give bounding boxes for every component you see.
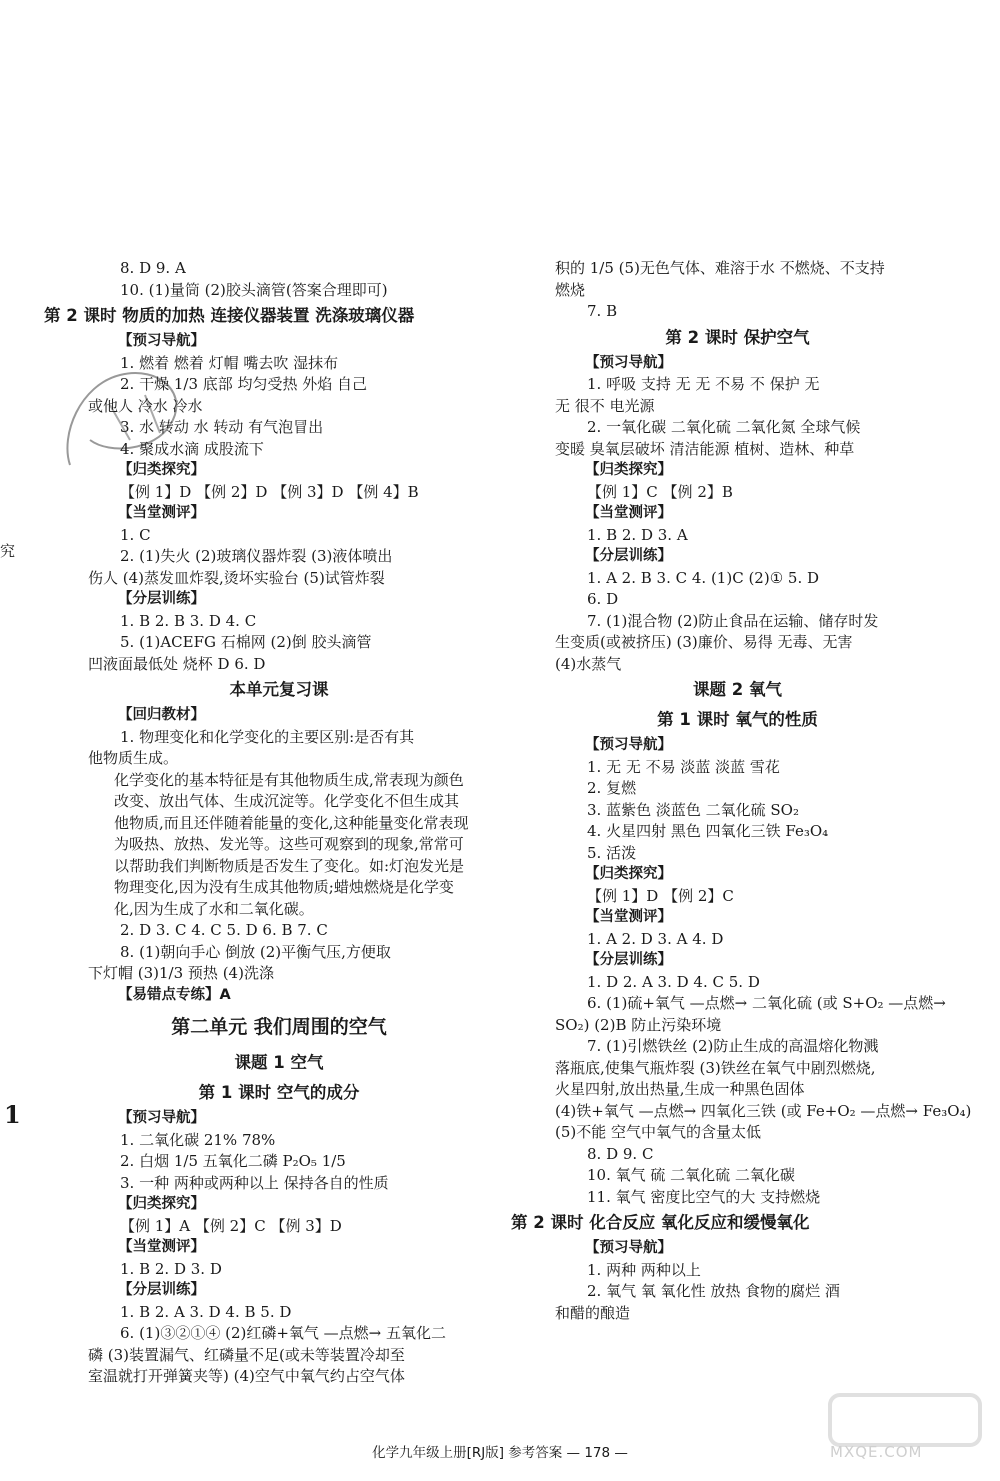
answer-line: 他物质生成。 (88, 749, 179, 767)
answer-line: 无 很不 电光源 (555, 396, 655, 415)
answer-line: 5. 活泼 (587, 843, 637, 862)
answer-line: 7. (1)引燃铁丝 (2)防止生成的高温熔化物溅 (587, 1037, 879, 1055)
answer-line: 凹液面最低处 烧杯 D 6. D (88, 654, 266, 673)
answer-line: 6. (1)③②①④ (2)红磷+氧气 —点燃→ 五氧化二 (120, 1324, 447, 1342)
section-heading: 【分层训练】 (585, 548, 672, 564)
lesson-title: 课题 2 氧气 (693, 680, 782, 699)
answer-line: 落瓶底,使集气瓶炸裂 (3)铁丝在氧气中剧烈燃烧, (555, 1058, 876, 1077)
answer-line: 2. 白烟 1/5 五氧化二磷 P₂O₅ 1/5 (120, 1152, 346, 1170)
section-heading: 【分层训练】 (585, 952, 672, 968)
answer-line: (4)水蒸气 (555, 654, 622, 673)
section-heading: 【预习导航】 (585, 1240, 672, 1256)
answer-line: 1. D 2. A 3. D 4. C 5. D (587, 972, 760, 991)
section-heading: 【归类探究】 (585, 462, 672, 478)
answer-line: 伤人 (4)蒸发皿炸裂,烫坏实验台 (5)试管炸裂 (88, 568, 385, 587)
answer-line: 8. D 9. A (120, 259, 186, 277)
answer-line: 8. (1)朝向手心 倒放 (2)平衡气压,方便取 (120, 942, 391, 961)
answer-line: 10. (1)量筒 (2)胶头滴管(答案合理即可) (120, 280, 388, 299)
answer-line: 3. 蓝紫色 淡蓝色 二氧化硫 SO₂ (587, 800, 799, 819)
lesson-title: 第 1 课时 氧气的性质 (657, 710, 818, 729)
answer-line: 6. (1)硫+氧气 —点燃→ 二氧化硫 (或 S+O₂ —点燃→ (587, 994, 946, 1012)
answer-line: 生变质(或被挤压) (3)廉价、易得 无毒、无害 (555, 633, 853, 651)
lesson-title: 本单元复习课 (229, 680, 329, 699)
answer-line: 【例 1】A 【例 2】C 【例 3】D (120, 1216, 342, 1235)
section-heading: 【当堂测评】 (118, 1239, 205, 1255)
answer-line: 2. 复燃 (587, 779, 637, 797)
answer-line: 1. A 2. D 3. A 4. D (587, 929, 724, 948)
answer-line: 室温就打开弹簧夹等) (4)空气中氧气约占空气体 (88, 1367, 405, 1385)
answer-line: 【例 1】D 【例 2】C (587, 886, 734, 905)
answer-line: 7. (1)混合物 (2)防止食品在运输、储存时发 (587, 611, 879, 630)
answer-line: 磷 (3)装置漏气、红磷量不足(或未等装置冷却至 (88, 1345, 405, 1364)
section-heading: 【当堂测评】 (118, 505, 205, 521)
answer-line: 火星四射,放出热量,生成一种黑色固体 (555, 1080, 805, 1098)
answer-line: 1. C (120, 525, 151, 544)
section-heading: 【易错点专练】A (118, 986, 231, 1003)
answer-line: (5)不能 空气中氧气的含量太低 (555, 1123, 762, 1141)
answer-line: 4. 火星四射 黑色 四氧化三铁 Fe₃O₄ (587, 822, 829, 840)
section-heading: 【归类探究】 (118, 1196, 205, 1212)
lesson-title: 第 1 课时 空气的成分 (198, 1083, 360, 1102)
answer-line: 1. 呼吸 支持 无 无 不易 不 保护 无 (587, 375, 820, 393)
answer-line: 积的 1/5 (5)无色气体、难溶于水 不燃烧、不支持 (555, 259, 885, 277)
answer-line: 11. 氧气 密度比空气的大 支持燃烧 (587, 1187, 821, 1206)
lesson-title: 第 2 课时 化合反应 氧化反应和缓慢氧化 (511, 1213, 810, 1232)
answer-line: 1. 无 无 不易 淡蓝 淡蓝 雪花 (587, 757, 780, 776)
section-heading: 【预习导航】 (118, 1110, 205, 1126)
section-heading: 【分层训练】 (118, 591, 205, 607)
answer-line: 变暖 臭氧层破坏 清洁能源 植树、造林、种草 (555, 439, 855, 458)
answer-line: 1. 物理变化和化学变化的主要区别:是否有其 (120, 727, 415, 746)
section-heading: 【当堂测评】 (585, 505, 672, 521)
answer-line: 【例 1】D 【例 2】D 【例 3】D 【例 4】B (120, 482, 419, 501)
section-heading: 【归类探究】 (118, 462, 205, 478)
answer-line: 8. D 9. C (587, 1144, 654, 1163)
answer-line: 7. B (587, 302, 618, 320)
section-heading: 【当堂测评】 (585, 909, 672, 925)
answer-line: 1. 两种 两种以上 (587, 1260, 701, 1279)
answer-line: 3. 水 转动 水 转动 有气泡冒出 (120, 418, 324, 436)
edge-mark-stroke: 1 (4, 1100, 21, 1129)
section-heading: 【归类探究】 (585, 866, 672, 882)
answer-line: 2. D 3. C 4. C 5. D 6. B 7. C (120, 921, 328, 939)
answer-line: 【例 1】C 【例 2】B (587, 482, 733, 501)
answer-line: (4)铁+氧气 —点燃→ 四氧化三铁 (或 Fe+O₂ —点燃→ Fe₃O₄) (555, 1101, 972, 1120)
answer-line: 1. B 2. D 3. D (120, 1259, 222, 1278)
answer-line: 1. A 2. B 3. C 4. (1)C (2)① 5. D (587, 568, 820, 587)
answer-line: 1. B 2. D 3. A (587, 525, 688, 544)
section-heading: 【预习导航】 (585, 737, 672, 753)
answer-line: 10. 氧气 硫 二氧化硫 二氧化碳 (587, 1166, 795, 1184)
section-heading: 【回归教材】 (118, 707, 205, 723)
section-heading: 【预习导航】 (118, 333, 205, 349)
section-heading: 【分层训练】 (118, 1282, 205, 1298)
answer-line: 2. 干燥 1/3 底部 均匀受热 外焰 自己 (120, 375, 368, 393)
answer-line: 2. (1)失火 (2)玻璃仪器炸裂 (3)液体喷出 (120, 547, 393, 565)
answer-line: SO₂) (2)B 防止污染环境 (555, 1015, 722, 1034)
answer-line: 燃烧 (555, 280, 586, 299)
edge-mark-char: 究 (0, 542, 16, 560)
answer-line: 1. B 2. A 3. D 4. B 5. D (120, 1302, 292, 1321)
answer-line: 2. 一氧化碳 二氧化硫 二氧化氮 全球气候 (587, 418, 861, 436)
watermark-text: MXQE.COM (830, 1443, 923, 1461)
answer-line: 下灯帽 (3)1/3 预热 (4)洗涤 (88, 964, 274, 982)
lesson-title: 课题 1 空气 (234, 1053, 324, 1072)
answer-line: 1. 二氧化碳 21% 78% (120, 1130, 276, 1149)
answer-line: 4. 聚成水滴 成股流下 (120, 439, 264, 458)
answer-line: 和醋的酿造 (555, 1303, 631, 1322)
answer-line: 或他人 冷水 冷水 (88, 396, 203, 415)
answer-line: 1. 燃着 燃着 灯帽 嘴去吹 湿抹布 (120, 353, 339, 372)
section-heading: 【预习导航】 (585, 354, 672, 371)
left-column (44, 258, 470, 1388)
right-column (511, 258, 972, 1324)
answer-line: 2. 氧气 氧 氧化性 放热 食物的腐烂 酒 (587, 1282, 840, 1300)
answer-line: 3. 一种 两种或两种以上 保持各自的性质 (120, 1173, 389, 1192)
answer-line: 1. B 2. B 3. D 4. C (120, 611, 257, 630)
answer-line: 化学变化的基本特征是有其他物质生成,常表现为颜色改变、放出气体、生成沉淀等。化学变化不但生成其他物质,而且还伴随着能量的变化,这种能量变化常表现为吸热、放热、发光等。这些可观察到的现象,常常可以帮助我们判断物质是否发生了变化。如:灯泡发光是物理变化,因为没有生成其他物质;蜡烛燃烧是化学变化,因为生成了水和二氧化碳。 (114, 770, 469, 918)
lesson-title: 第二单元 我们周围的空气 (171, 1016, 387, 1038)
lesson-title: 第 2 课时 物质的加热 连接仪器装置 洗涤玻璃仪器 (44, 306, 415, 325)
lesson-title: 第 2 课时 保护空气 (665, 327, 810, 347)
watermark-logo (820, 1385, 990, 1475)
page-footer: 化学九年级上册[RJ版] 参考答案 — 178 — (372, 1445, 628, 1461)
answer-line: 6. D (587, 590, 619, 608)
answer-line: 5. (1)ACEFG 石棉网 (2)倒 胶头滴管 (120, 633, 372, 651)
